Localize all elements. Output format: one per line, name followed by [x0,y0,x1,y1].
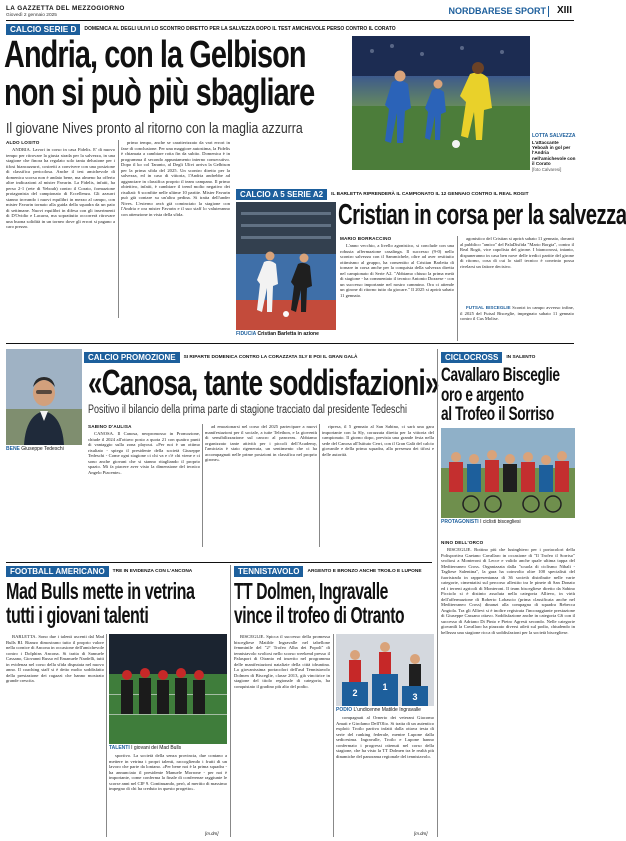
article4-text-body: BISCEGLIE. Bottino più che lusinghiero per i portacolori della Polisportiva Gaetano Cavallaro in occasione di "Il Trofeo il Sorriso" svoltosi a Monteroni di Lecce e valido anche quale ultima tappa del Mediterraneo Cross. Organizzata dalla "scuola di ciclismo Nibali - Tagliese Salentina", la gara ha coinvolto oltre 100 specialisti del fuoristrada in rappresentanza di 36 società distribuite nelle varie categorie, cimentatisi sul percorso allestito tra le pinete di San Donato ed i terreni agricoli di Monteroni. Il team biscegliese diretto da Sabino Picciolo si è distinto assoluta nella categoria Allievo, in virtù dell'affermazione di Roberto Lobascio (prima classificata anche nel Mediterraneo Cross) dinanzi alla compagna di squadra Rebecca Angiola. Tra gli Allievi si è inoltre registrata l'incoraggiante prestazione di Giuseppe Cassano ottavo. Soddisfazione anche in categoria G6 con il successo di Adriano Di Pinto e Pietro Agresti secondo. Nelle categorie giovanili la Cavallaro ha piazzato diversi atleti sul podio, chiudendo in bellezza una stagione ricca di soddisfazioni per la società biscegliese. [441,547,575,635]
article6-sign: [m.dm] [414,831,428,836]
article2-futsal-text: Scontri in campo avverso infine, il 2025 del Futsal Bisceglie, impegnato sabato 11 gennaio contro il Cus Molise. [460,305,574,321]
article2-kicker: IL BARLETTA RIPRENDERÀ IL CAMPIONATO IL 12 GENNAIO CONTRO IL REAL ROGIT [331,191,529,197]
article6-photo [336,634,434,706]
column-rule [437,349,438,837]
article1-byline: ALDO LOSITO [6,140,40,145]
article3-col3 [322,424,434,547]
masthead [6,4,574,20]
col-separator [333,634,334,837]
article1-caption-title: LOTTA SALVEZZA [532,133,576,139]
article6-headline [234,580,436,628]
article1-photo-caption [532,134,576,194]
article1-col1-text: ANDRIA. Lavori in corso in casa Fidelis. E' di nuovo tempo per ritrovare la giusta strada per la salvezza, in una stagione che finora ha regalato solo tanta delusione per i tifosi biancazzurri, costretti a convivere con una posizione di classifica pericolosa. Anche il test amichevole di domenica scorsa non è andato bene, ma almeno ha offerto altre indicazioni al mister Favarin. La Fidelis, infatti, ha perso 2-1 (rete di Yeboah) contro il Corato, formazione protagonista del campionato di Eccellenza. Gli azzurri stanno trovando i nuovi equilibri in mezzo al campo, con mister Favarin tornato alla guida della squadra da un paio di settimane. Nuovi equilibri in difesa con gli inserimenti di D'Ovidio e Lacarra, ma soprattutto occorrerà ritrovare una buona solidità in un torneo dove gli errori si pagano a caro prezzo. [6,147,115,229]
article3-subtitle-wrap [88,404,468,418]
col-separator [118,140,119,318]
article4-text [441,547,575,837]
article3-photo-caption [6,446,64,452]
article4-caption-title: PROTAGONISTI [441,519,479,525]
section-rule [6,343,574,344]
article5-caption-text: I giovani dei Mad Bulls [131,745,182,751]
article6-photo-caption [336,707,421,713]
article3-caption-title: BENE [6,446,20,452]
article1-title-line2: non si può più sbagliare [4,72,315,114]
section-rule [6,562,432,563]
article6-caption-title: PODIO [336,707,353,713]
article2-photo [236,202,336,330]
article4-byline: NINO DELL'ORCO [441,540,484,545]
article5-photo-caption [109,745,181,751]
article1-col2 [121,140,230,318]
newspaper-name: LA GAZZETTA DEL MEZZOGIORNO [6,5,125,12]
article4-kicker: IN SALENTO [506,354,536,360]
article1-photo-credit: [foto Calvaresi] [532,166,562,172]
article5-tag: FOOTBALL AMERICANO [6,566,109,577]
article3-col3-text: ripresa, il 5 gennaio al San Sabino, ci sarà una gara importante con la Sly, corazzata diretta per la vittoria del campionato. Il giorno dopo, prevista una grande festa nella sede del Canosa all'Istituto Cerri, con il Gran Galà del calcio giovanile e della prima squadra, alla presenza dei tifosi e delle autorità. [322,424,434,457]
col-separator [319,424,320,547]
article5-col1-text: BARLETTA. Sono due i talenti uscenti dal Mad Bulls RI. Rianzo dimostrano tutto il proprio valore nella cornice di Ancona in occasione dell'amichevole contro i Dolphins Ancona. Si tratta di Samuele Cassano, Giovanni Russo ed Emanuele Nardelli, tutti in evidenza nel corso della sfida disputata nel nuovo anno. Il coaching staff si è detto molto soddisfatto della prestazione dei ragazzi che hanno mostrato grande crescita. [6,634,104,683]
futsal-players-image [236,202,336,330]
article4-caption-text: I ciclisti biscegliesi [480,519,521,525]
article6-title-line2: vince il trofeo di Otranto [234,601,405,628]
article2-headline [338,199,626,231]
article1-title-line1: Andria, con la Gelbison [4,34,306,76]
football-team-image [109,634,227,744]
article6-col1-text: BISCEGLIE. Spicca il successo della promessa biscegliese Matilde Ingravalle nel tabellone femminile del "2° Trofeo Alba dei Popoli" di tennistavolo svoltosi nello scorso weekend presso il Palasport di Otranto ed inserito nel programma delle manifestazioni natalizie della città idruntina. La giovanissima portacolori dell'asd Tennistavolo Dolmen di Bisceglie, classe 2013, già vincitrice in stagione del titolo regionale di categoria, ha conquistato il gradino più alto del podio. [234,634,330,689]
article4-photo-caption [441,519,521,525]
table-tennis-podium-image [336,634,434,706]
page-number: XIII [556,5,572,16]
article3-col1-text: CANOSA. Il Canosa, neopromosso in Promozione, chiude il 2024 all'ottavo posto a quota 21 con quattro punti di vantaggio sulla zona playout. «Per noi è un ottimo risultato - spiega il presidente della società Giuseppe Tedeschi - Come ogni stagione ci chi va e c'è chi viene e ci sono anche giovani che si stanno ritagliando il proprio spazio. Mi fa piacere aver visto la dimensione del tecnico Angelo Piacente». [88,431,200,475]
article1-photo [352,36,530,170]
article3-col2 [205,424,317,547]
article3-kicker: SI RIPARTE DOMENICA CONTRO LA CORAZZATA SLY E POI IL GRAN GALÀ [183,354,358,360]
article5-photo [109,634,227,744]
article4-tag: CICLOCROSS [441,352,502,363]
article6-header [234,565,434,577]
article3-byline: SABINO D'AULISA [88,424,132,429]
article6-kicker: ARGENTO E BRONZO ANCHE TROILO E LUPONE [307,568,422,574]
article4-title-line2: oro e argento [441,384,524,406]
article2-col1-text: L'anno vecchio, a livello agonistico, si conclude con una robusta affermazione casalinga. Il successo (9-0) nello scontro salvezza con il Sammichele, oltre ad aver restituito ottimismo al gruppo, ha consentito al Cristian Barletta di tornare in corsa anche per la conquista della salvezza diretta nel campionato di Serie A2. "Abbiamo chiuso la prima metà di stagione - ha commentato il tecnico Antonio Dozzese - con un successo importante nel nostro cammino. Ora ci attende un girone di ritorno tutto da giocare." Il 2025 si aprirà sabato 11 gennaio. [340,243,454,298]
article4-title-line3: al Trofeo il Sorriso [441,404,554,425]
article2-futsal-tag: FUTSAL BISCEGLIE [466,305,511,310]
svg-text:2: 2 [352,688,358,698]
article3-tag: CALCIO PROMOZIONE [84,352,180,363]
col-separator [457,236,458,341]
article3-title: «Canosa, tante soddisfazioni» [88,362,439,403]
article1-col2-text: primo tempo, anche se caratterizzato da vari errori in fase di conclusione. Per una maggiore autostima, la Fidelis è chiamata a cambiare rotta fin da subito. Domenica è in programma il secondo appuntamento interno consecutivo. Dopo il ko col Taranto, al Degli Ulivi arriva la Gelbison per la prima sfida del 2025. Un scontro diretto per la salvezza, ed in caso di vittoria, l'Andria andrebbe ad agganciare in classifica proprio il team campano. Il primo obiettivo, infatti, è cambiare il trend molto negativo dei risultati: 6 sconfitte nelle ultime 10 partite. Mister Favarin può già contare su un'altra pedina. Si tratta dell'under Nives. L'esterno avrà già cominciato la stagione con l'Andria e ora mister Favarin e il suo staff lo valuteranno con attenzione in vista della sfida. [121,140,230,217]
article2-photo-caption [236,331,319,337]
article3-caption-text: Giuseppe Tedeschi [21,446,64,452]
article2-col2 [460,236,574,304]
article6-col1 [234,634,330,837]
article5-col1 [6,634,104,837]
cyclists-group-image [441,428,575,518]
article5-header [6,565,226,577]
masthead-rule [6,20,574,21]
football-players-image [352,36,530,170]
column-rule [230,565,231,837]
article6-tag: TENNISTAVOLO [234,566,303,577]
article1-tag: CALCIO SERIE D [6,24,80,35]
article6-col2-text: compagnati al Ornerto dei veterani Giacomo Amati e Girolamo Dell'Olio. Si tratta di un autentico exploit: Troilo partiva infatti dalla ottava testa di serie del ranking federale, mentre Lupone dalla sedicesima. Ingravalle, Troilo e Lupone hanno confermato i progressi ottenuti nel corso della stagione, che ha visto la TT Dolmen tra le realtà più dinamiche del panorama regionale del tennistavolo. [336,715,434,759]
col-separator [202,424,203,547]
article2-byline: MARIO BORRACCINO [340,236,392,241]
article5-headline [6,580,228,628]
article3-photo [6,349,82,445]
issue-date: Giovedì 2 gennaio 2025 [6,13,57,18]
section-name: NORDBARESE SPORT [448,6,546,16]
article1-kicker: DOMENICA AL DEGLI ULIVI LO SCONTRO DIRETTO PER LA SALVEZZA DOPO IL TEST AMICHEVOLE PERSO CONTRO IL CORATO [84,26,396,32]
article1-caption-text: L'attaccante Yeboah in gol per l'Andria nell'amichevole con il Corato [532,139,576,167]
article2-caption-title: FIDUCIA [236,331,257,337]
article4-header [441,351,575,363]
article2-col2-text: agonistico del Cristian si aprirà sabato 11 gennaio, davanti al pubblico "amico" del PalaDisfida "Mario Borgia", contro il Real Rogit, vice capolista del girone. I biancorossi, intanto, dispuneranno in casa ben nove delle tredici partite del girone di ritorno, cosa di cui lo staff tecnico è convinto possa rivelarsi un fattore decisivo. [460,236,574,269]
col-separator [106,634,107,837]
article5-caption-title: TALENTI [109,745,130,751]
article5-col2-text: sportivo. La società della senza provincia, due contano a mettere in vetrina i propri talenti, raccogliendo i frutti di un lavoro che parte da lontano. «Per bene noi è la prima squadra - ha annunciato il presidente Manuele Morrone - per noi è importante, come conferma la finale di conferenze raggiunte le scorse anni nel CIF 9. Continuando, però, al meritio di massimo impegno di chi ha creduto in questo progetto». [109,753,227,791]
article5-title-line1: Mad Bulls mette in vetrina [6,578,195,604]
article2-futsal [460,305,574,341]
article2-title: Cristian in corsa per la salvezza [338,199,626,231]
article5-title-line2: tutti i giovani talenti [6,601,149,628]
article2-col1 [340,243,454,341]
masthead-divider [548,6,549,17]
article6-col2 [336,715,434,831]
president-portrait-image [6,349,82,445]
article5-kicker: TRE IN EVIDENZA CON L'ANCONA [112,568,193,574]
article2-tag: CALCIO A 5 SERIE A2 [236,189,327,200]
article6-caption-text: L'undicenne Matilde Ingravalle [353,707,421,713]
article1-subtitle: Il giovane Nives pronto al ritorno con la maglia azzurra [6,120,303,137]
article4-title-line1: Cavallaro Bisceglie [441,365,560,386]
article6-title-line1: TT Dolmen, Ingravalle [234,578,388,604]
article3-headline [88,364,468,404]
article4-headline [441,366,577,426]
article5-col2 [109,753,227,831]
article3-col2-text: ad emozionarsi nel corso del 2025 partecipare a nuovi manifestazioni per il sociale, a tutte Telethon, e la gioventù di sensibilizzazione sul cancro al pancreas. Abbiamo organizzato tante attività per i piccoli dell'Academy, l'amicizia è stato rigenerata, un sentimento che ci ha accompagnati nelle prime posizioni in classifica nel proprio girone». [205,424,317,462]
article5-sign: [m.dm] [205,831,219,836]
article4-photo [441,428,575,518]
svg-text:1: 1 [382,682,388,692]
article3-col1 [88,431,200,547]
article2-caption-text: Cristian Barletta in azione [257,331,319,337]
article1-col1 [6,147,115,318]
svg-text:3: 3 [412,692,418,702]
article3-subtitle: Positivo il bilancio della prima parte di stagione tracciato dal presidente Tedeschi [88,404,407,416]
